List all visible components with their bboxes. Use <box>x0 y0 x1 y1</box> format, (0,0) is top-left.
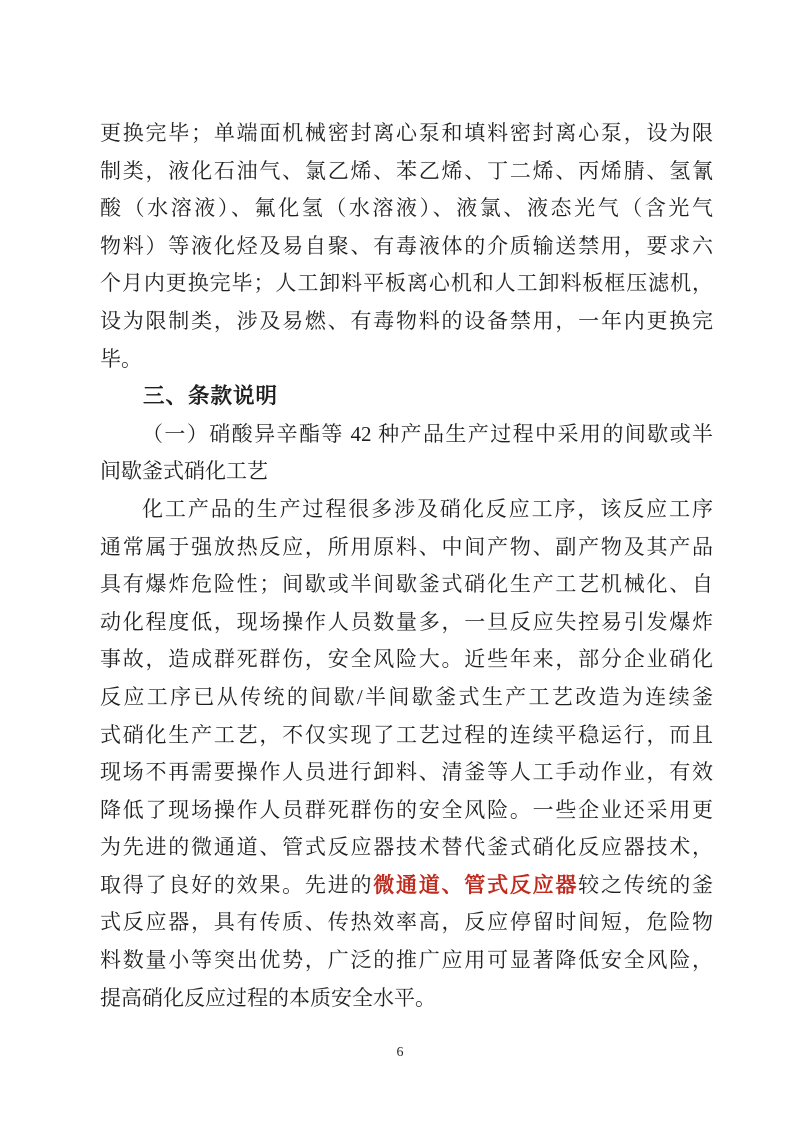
text-segment: 料数量小等突出优势，广泛的推广应用可显著降低安全风险， <box>100 948 713 973</box>
document-line <box>100 341 713 379</box>
text-segment: 为先进的微通道、管式反应器技术替代釜式硝化反应器技术， <box>100 835 713 860</box>
highlighted-text: 微通道、管式反应器 <box>373 872 579 897</box>
document-line <box>100 792 713 830</box>
document-line <box>100 641 713 679</box>
text-segment: 酸（水溶液）、氟化氢（水溶液）、液氯、液态光气（含光气 <box>100 196 713 221</box>
document-line <box>100 754 713 792</box>
document-line <box>100 679 713 717</box>
text-segment: 反应工序已从传统的间歇/半间歇釜式生产工艺改造为连续釜 <box>100 684 713 709</box>
text-segment: 事故，造成群死群伤，安全风险大。近些年来，部分企业硝化 <box>100 647 713 672</box>
document-line <box>100 453 713 491</box>
document-line <box>100 115 713 153</box>
document-line <box>100 829 713 867</box>
document-line <box>100 378 713 416</box>
text-segment: 个月内更换完毕；人工卸料平板离心机和人工卸料板框压滤机， <box>100 271 713 296</box>
page-footer <box>0 1043 800 1061</box>
document-body <box>100 115 713 1017</box>
page-number: 6 <box>396 1045 404 1060</box>
document-line <box>100 228 713 266</box>
document-line <box>100 190 713 228</box>
text-segment: （一）硝酸异辛酯等 42 种产品生产过程中采用的间歇或半 <box>142 421 713 446</box>
text-segment: 通常属于强放热反应，所用原料、中间产物、副产物及其产品 <box>100 534 713 559</box>
text-segment: 三、条款说明 <box>143 384 279 409</box>
text-segment: 更换完毕；单端面机械密封离心泵和填料密封离心泵，设为限 <box>100 121 713 145</box>
document-line <box>100 529 713 567</box>
document-line <box>100 867 713 905</box>
document-line <box>100 265 713 303</box>
text-segment: 式反应器，具有传质、传热效率高，反应停留时间短，危险物 <box>100 910 713 935</box>
document-line <box>100 303 713 341</box>
document-line <box>100 491 713 529</box>
text-segment: 间歇釜式硝化工艺 <box>100 459 268 484</box>
text-segment: 取得了良好的效果。先进的 <box>100 872 374 897</box>
text-segment: 动化程度低，现场操作人员数量多，一旦反应失控易引发爆炸 <box>100 609 713 634</box>
document-line <box>100 717 713 755</box>
document-line <box>100 153 713 191</box>
text-segment: 毕。 <box>100 346 142 371</box>
text-segment: 制类，液化石油气、氯乙烯、苯乙烯、丁二烯、丙烯腈、氢氰 <box>100 158 713 183</box>
document-line <box>100 980 713 1018</box>
document-line <box>100 416 713 454</box>
text-segment: 式硝化生产工艺，不仅实现了工艺过程的连续平稳运行，而且 <box>100 722 713 747</box>
text-segment: 化工产品的生产过程很多涉及硝化反应工序，该反应工序 <box>142 496 713 521</box>
document-line <box>100 942 713 980</box>
text-segment: 设为限制类，涉及易燃、有毒物料的设备禁用，一年内更换完 <box>100 308 713 333</box>
document-line <box>100 566 713 604</box>
document-line <box>100 904 713 942</box>
text-segment: 现场不再需要操作人员进行卸料、清釜等人工手动作业，有效 <box>100 760 713 785</box>
document-line <box>100 604 713 642</box>
text-segment: 具有爆炸危险性；间歇或半间歇釜式硝化生产工艺机械化、自 <box>100 572 713 597</box>
text-segment: 较之传统的釜 <box>578 872 713 897</box>
text-segment: 物料）等液化烃及易自聚、有毒液体的介质输送禁用，要求六 <box>100 233 713 258</box>
text-segment: 提高硝化反应过程的本质安全水平。 <box>100 985 436 1010</box>
text-segment: 降低了现场操作人员群死群伤的安全风险。一些企业还采用更 <box>100 797 713 822</box>
